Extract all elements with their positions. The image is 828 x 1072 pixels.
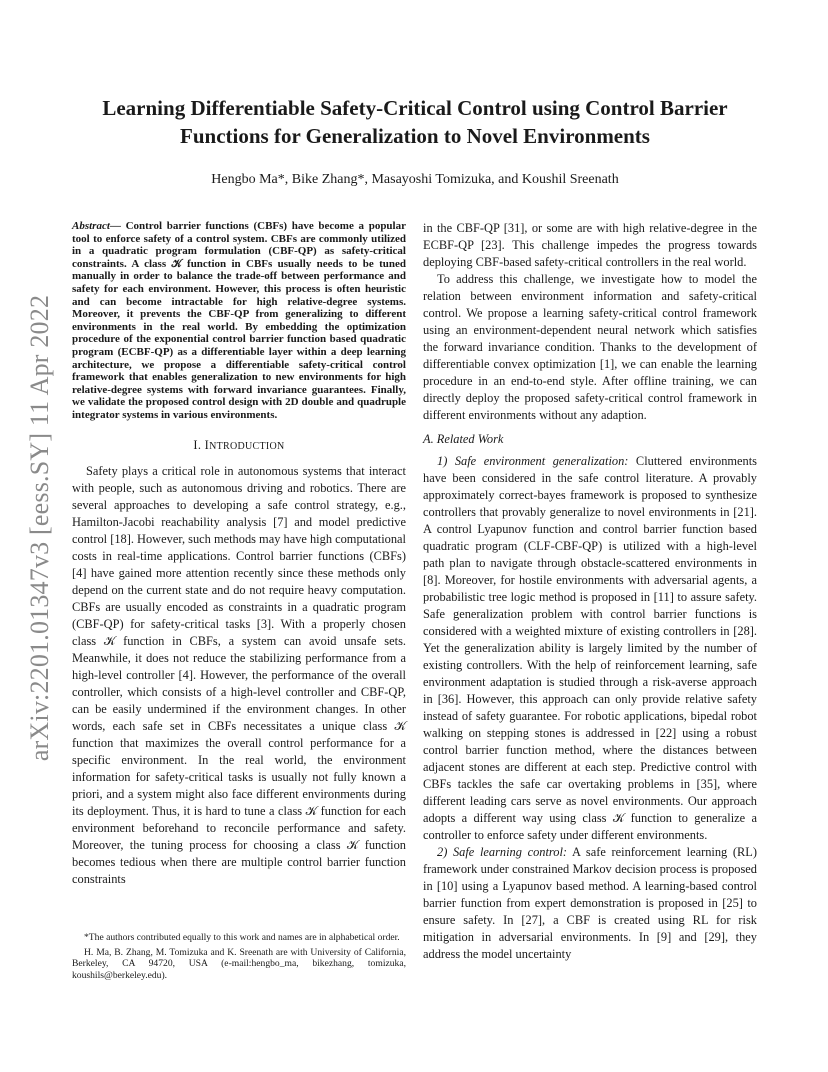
footnote-affiliation: H. Ma, B. Zhang, M. Tomizuka and K. Sreenath are with University of California, Berkeley, CA 94720, USA (e-mail:hengbo_ma, bikezhang, tomizuka, koushils@berkeley.edu).: [72, 946, 406, 981]
footnotes: [72, 932, 406, 984]
abstract-label: Abstract: [72, 220, 110, 232]
intro-paragraph-1: Safety plays a critical role in autonomous systems that interact with people, such as autonomous driving and robotics. There are several approaches to developing a safe control strategy, e.g., Hamilton-Jacobi reachability analysis [7] and model predictive control [18]. However, such methods may have high computational costs in real-time applications. Control barrier functions (CBFs) [4] have gained more attention recently since these methods only depend on the current state and do not require heavy computation. CBFs are usually encoded as constraints in a quadratic program (CBF-QP) for safety-critical tasks [3]. With a properly chosen class 𝒦 function in CBFs, a system can avoid unsafe sets. Meanwhile, it does not reduce the stabilizing performance from a high-level controller [4]. However, the performance of the overall controller, which consists of a high-level controller and CBF-QP, can be easily undermined if the environment changes. In other words, each safe set in CBFs necessitates a unique class 𝒦 function that maximizes the overall control performance for a specific environment. In the real world, the environment information for safety-critical tasks is usually not fully known a priori, and a system might also face different environments during its deployment. Thus, it is hard to tune a class 𝒦 function for each environment beforehand to reconcile performance and safety. Moreover, the tuning process for choosing a class 𝒦 function becomes tedious when there are multiple control barrier function constraints: [72, 463, 406, 886]
arxiv-identifier: arXiv:2201.01347v3 [eess.SY] 11 Apr 2022: [25, 294, 54, 762]
subsection-heading-related-work: A. Related Work: [423, 432, 504, 446]
arxiv-stamp: [20, 278, 60, 778]
author-list: Hengbo Ma*, Bike Zhang*, Masayoshi Tomizuka, and Koushil Sreenath: [211, 172, 619, 187]
footnote-equal-contribution: *The authors contributed equally to this work and names are in alphabetical order.: [84, 932, 400, 943]
title-line-2: Functions for Generalization to Novel Environments: [180, 124, 650, 148]
abstract: [72, 220, 406, 422]
intro-paragraph-2: To address this challenge, we investigate how to model the relation between environment information and safety-critical control. We propose a learning safety-critical control framework using an environment-dependent neural network which satisfies the forward invariance condition. Thanks to the development of differentiable convex optimization [1], we can enable the learning procedure in an end-to-end style. After offline training, we can directly deploy the proposed safety-critical control framework in different environments without any adaption.: [423, 272, 757, 422]
intro-paragraph-continued: in the CBF-QP [31], or some are with high relative-degree in the ECBF-QP [23]. This challenge impedes the progress towards deploying CBF-based safety-critical controllers in the real world.: [423, 221, 757, 269]
paper-title: [60, 94, 770, 150]
paragraph-heading-safe-env-generalization: 1) Safe environment generalization:: [437, 454, 629, 468]
section-heading-introduction: I. INTRODUCTION: [193, 437, 285, 452]
left-column: [72, 220, 406, 888]
related-work-paragraph-2: 2) Safe learning control: A safe reinforcement learning (RL) framework under constrained Markov decision process is proposed in [10] using a Lyapunov based method. A learning-based control barrier function from expert demonstration is proposed in [25] to ensure safety. In [27], a CBF is created using RL for risk mitigation in adversarial environments. In [9] and [29], they address the model uncertainty: [423, 845, 757, 961]
abstract-text: — Control barrier functions (CBFs) have become a popular tool to enforce safety of a control system. CBFs are commonly utilized in a quadratic program formulation (CBF-QP) as safety-critical constraints. A class 𝒦 function in CBFs usually needs to be tuned manually in order to balance the trade-off between performance and safety for each environment. However, this process is often heuristic and can become intractable for high relative-degree systems. Moreover, it prevents the CBF-QP from generalizing to different environments in the real world. By embedding the optimization procedure of the exponential control barrier function based quadratic program (ECBF-QP) as a differentiable layer within a deep learning architecture, we propose a differentiable safety-critical control framework that enables generalization to new environments for high relative-degree systems with forward invariance guarantees. Finally, we validate the proposed control design with 2D double and quadruple integrator systems in various environments.: [72, 220, 406, 421]
title-line-1: Learning Differentiable Safety-Critical Control using Control Barrier: [102, 96, 728, 120]
related-work-paragraph-1: 1) Safe environment generalization: Cluttered environments have been considered in the safe control literature. A provably approximately correct-bayes framework is proposed to synthesize controllers that provably generalize to novel environments in [21]. A control Lyapunov function and control barrier function based quadratic program (CLF-CBF-QP) is utilized with a high-level path plan to navigate through obstacle-scattered environments in [8]. Moreover, for hostile environments with adversarial agents, a probabilistic tree logic method is proposed in [11] to assure safety. Safe generalization problem with control barrier functions is considered with a weighted mixture of existing controllers in [28]. Yet the generalization ability is largely limited by the number of existing controllers. With the help of reinforcement learning, safe environment adaptation is studied through a risk-averse approach in [36]. However, this approach can only provide relative safety instead of safety guarantee. For robotic applications, bipedal robot walking on stepping stones is addressed in [22] using a robust control barrier function method, where the distances between adjacent stones are different at each step. Predictive control with CBFs tackles the safe car overtaking problems in [35], where different leading cars serve as novel environments. Our approach adopts a different way using class 𝒦 function to generalize a controller to enforce safety under different environments.: [423, 454, 757, 842]
right-column: [423, 220, 757, 963]
paragraph-heading-safe-learning-control: 2) Safe learning control:: [437, 845, 568, 859]
